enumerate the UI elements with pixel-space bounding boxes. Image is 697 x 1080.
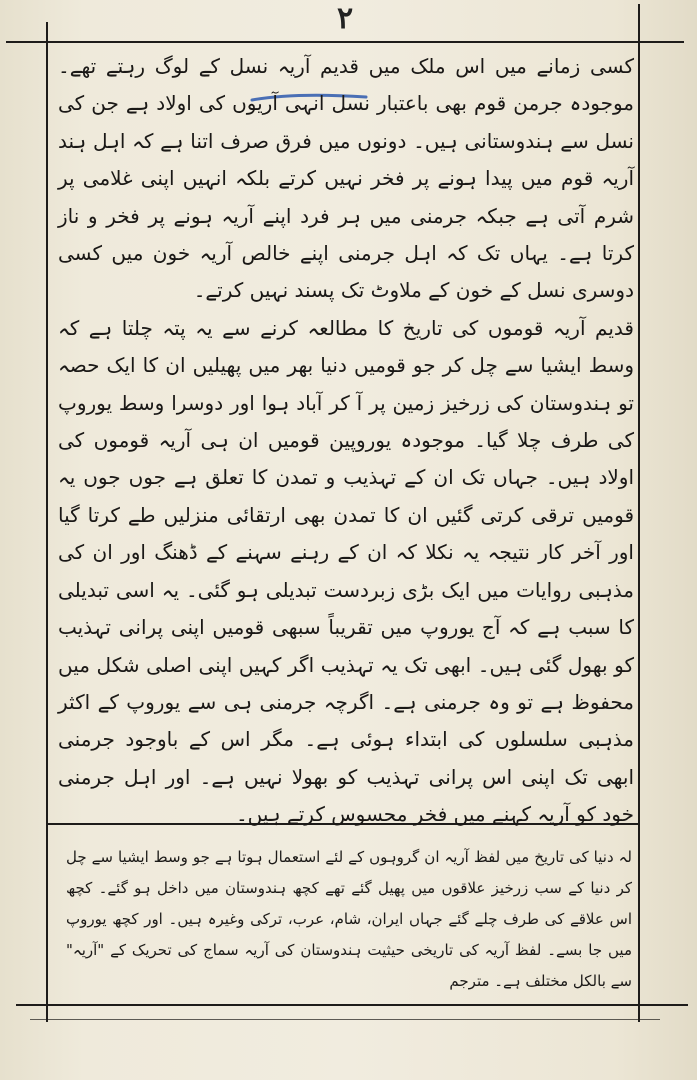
footnote-text: دنیا کی تاریخ میں لفظ آریہ ان گروہوں کے لئے استعمال ہوتا ہے جو وسط ایشیا سے چل کر دنیا کے سب زرخیز علاقوں میں پھیل گئے تھے کچھ ہندوستان میں داخل ہو گئے۔ کچھ اس علاقے کی طرف چلے گئے جہاں ایران، شام، عرب، ترکی وغیرہ ہیں۔ اور کچھ یوروپ میں جا بسے۔ لفظ آریہ کی تاریخی حیثیت ہندوستان کی آریہ سماج کی تحریک کے "آریہ" سے بالکل مختلف ہے۔ مترجم (66, 848, 632, 990)
paragraph-2: قدیم آریہ قوموں کی تاریخ کا مطالعہ کرنے سے یہ پتہ چلتا ہے کہ وسط ایشیا سے چل کر جو قومیں دنیا بھر میں پھیلیں ان کا ایک حصہ تو ہندوستان کی زرخیز زمین پر آ کر آباد ہوا اور دوسرا وسط یوروپ کی طرف چلا گیا۔ موجودہ یوروپین قومیں ان ہی آریہ قوموں کی اولاد ہیں۔ جہاں تک ان کے تہذیب و تمدن کا تعلق ہے جوں جوں یہ قومیں ترقی کرتی گئیں ان کا تمدن بھی ارتقائی منزلیں طے کرتا گیا اور آخر کار نتیجہ یہ نکلا کہ ان کے رہنے سہنے کے ڈھنگ اور ان کی مذہبی روایات میں ایک بڑی زبردست تبدیلی ہو گئی۔ یہ اسی تبدیلی کا سبب ہے کہ آج یوروپ میں تقریباً سبھی قومیں اپنی پرانی تہذیب کو بھول گئی ہیں۔ ابھی تک یہ تہذیب اگر کہیں اپنی اصلی شکل میں محفوظ ہے تو وہ جرمنی ہے۔ اگرچہ جرمنی ہی سے یوروپ کے اکثر مذہبی سلسلوں کی ابتداء ہوئی ہے۔ مگر اس کے باوجود جرمنی ابھی تک اپنی اس پرانی تہذیب کو بھولا نہیں ہے۔ اور اہل جرمنی خود کو آریہ کہنے میں فخر محسوس کرتے ہیں۔ (58, 315, 634, 827)
bottom-horizontal-rule (16, 1004, 688, 1006)
left-vertical-rule (46, 22, 48, 1022)
page-number: ۲ (336, 1, 354, 36)
top-horizontal-rule (6, 41, 684, 43)
main-body-text (58, 48, 634, 834)
footnote-marker: لہ (618, 848, 632, 866)
paragraph-1: کسی زمانے میں اس ملک میں قدیم آریہ نسل کے لوگ رہتے تھے۔ موجودہ جرمن قوم بھی باعتبار نسل انہی آریوں کی اولاد ہے جن کی نسل سے ہندوستانی ہیں۔ دونوں میں فرق صرف اتنا ہے کہ اہل ہند آریہ قوم میں پیدا ہونے پر فخر نہیں کرتے بلکہ انہیں اپنی غلامی پر شرم آتی ہے جبکہ جرمنی میں ہر فرد اپنے آریہ ہونے پر فخر و ناز کرتا ہے۔ یہاں تک کہ اہل جرمنی اپنے خالص آریہ خون میں کسی دوسری نسل کے خون کے ملاوٹ تک پسند نہیں کرتے۔ (58, 54, 634, 303)
bottom-horizontal-rule-2 (30, 1019, 660, 1020)
right-vertical-rule (638, 4, 640, 1022)
footnote (66, 842, 632, 997)
